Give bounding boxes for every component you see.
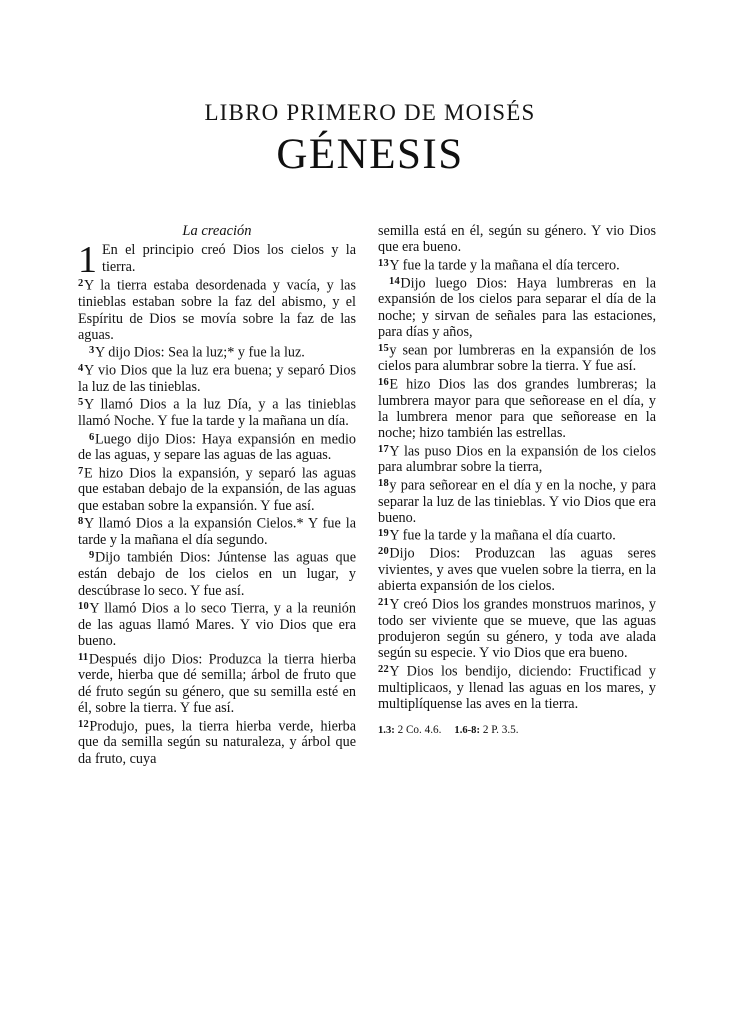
verse-15-number: 15: [378, 342, 389, 354]
verse-2-number: 2: [78, 278, 84, 290]
verse-11-number: 11: [78, 651, 89, 663]
right-column: [378, 223, 656, 767]
verse-10-text: Y llamó Dios a lo seco Tierra, y a la reunión de las aguas llamó Mares. Y vio Dios que era bueno.: [78, 600, 356, 650]
left-column: [78, 223, 356, 767]
verse-5-number: 5: [78, 397, 84, 409]
verse-6-number: 6: [89, 431, 95, 443]
verse-16: [378, 375, 656, 442]
verse-14: [378, 274, 656, 341]
verse-21-text: Y creó Dios los grandes monstruos marinos, y todo ser viviente que se mueve, que las aguas produjeron según su género, y toda ave alada según su especie. Y vio Dios que era bueno.: [378, 596, 656, 662]
footnote-2-text: 2 P. 3.5.: [482, 724, 519, 737]
verse-18-number: 18: [378, 477, 389, 489]
footnote-2-ref: 1.6-8:: [454, 725, 481, 737]
verse-12-continuation: [378, 223, 656, 256]
verse-21: [378, 595, 656, 662]
verse-8: [78, 514, 356, 548]
page-header: [78, 100, 662, 179]
footnote-2: [454, 724, 518, 736]
verse-9-text: Dijo también Dios: Júntense las aguas que están debajo de los cielos en un lugar, y descúbrase lo seco. Y fue así.: [78, 549, 356, 599]
verse-12-continuation-text: semilla está en él, según su género. Y vio Dios que era bueno.: [378, 223, 656, 256]
verse-20-text: Dijo Dios: Produzcan las aguas seres vivientes, y aves que vuelen sobre la tierra, en la abierta expansión de los cielos.: [378, 545, 656, 595]
verse-13-text: Y fue la tarde y la mañana el día tercero.: [389, 257, 620, 274]
verse-16-number: 16: [378, 376, 389, 388]
verse-16-text: E hizo Dios las dos grandes lumbreras; la lumbrera mayor para que señorease en el día, y la lumbrera menor para que señorease en la noche; hizo también las estrellas.: [378, 376, 656, 442]
verse-12: [78, 717, 356, 768]
verse-19-number: 19: [378, 528, 389, 540]
verse-10: [78, 599, 356, 650]
verse-7: [78, 464, 356, 515]
verse-14-number: 14: [389, 275, 400, 287]
verse-5-text: Y llamó Dios a la luz Día, y a las tinieblas llamó Noche. Y fue la tarde y la mañana un día.: [78, 396, 356, 430]
verse-18-text: y para señorear en el día y en la noche, y para separar la luz de las tinieblas. Y vio Dios que era bueno.: [378, 477, 656, 527]
verse-18: [378, 476, 656, 527]
verse-4-text: Y vio Dios que la luz era buena; y separó Dios la luz de las tinieblas.: [78, 362, 356, 395]
verse-2: [78, 276, 356, 343]
verse-9: [78, 548, 356, 599]
verse-19: [378, 526, 656, 544]
verse-12-number: 12: [78, 718, 89, 730]
verse-17-number: 17: [378, 443, 389, 455]
verse-15-text: y sean por lumbreras en la expansión de los cielos para alumbrar sobre la tierra. Y fue así.: [378, 341, 656, 375]
verse-11-text: Después dijo Dios: Produzca la tierra hierba verde, hierba que dé semilla; árbol de fruto que dé fruto según su género, que su semilla esté en él, sobre la tierra. Y fue así.: [78, 650, 356, 717]
verse-1-text: En el principio creó Dios los cielos y la tierra.: [102, 242, 356, 275]
verse-22-number: 22: [378, 663, 389, 675]
verse-9-number: 9: [89, 550, 95, 562]
verse-6-text: Luego dijo Dios: Haya expansión en medio de las aguas, y separe las aguas de las aguas.: [78, 430, 356, 464]
chapter-number-dropcap: 1: [78, 239, 97, 282]
book-superscript-title: LIBRO PRIMERO DE MOISÉS: [204, 100, 536, 125]
verse-3-text: Y dijo Dios: Sea la luz;* y fue la luz.: [94, 344, 305, 361]
verse-8-text: Y llamó Dios a la expansión Cielos.* Y fue la tarde y la mañana el día segundo.: [78, 515, 356, 549]
verse-5: [78, 395, 356, 429]
verse-7-number: 7: [78, 465, 84, 477]
verse-6: [78, 430, 356, 464]
verse-22: [378, 662, 656, 713]
footnote-1: [378, 724, 441, 736]
footnote-1-ref: 1.3:: [378, 725, 395, 737]
verse-13: [378, 256, 656, 274]
verse-17: [378, 442, 656, 476]
verse-3-number: 3: [89, 345, 95, 357]
verse-3: [78, 343, 356, 361]
verse-14-text: Dijo luego Dios: Haya lumbreras en la expansión de los cielos para separar el día de la noche; y sirvan de señales para las estaciones, para días y años,: [378, 274, 656, 341]
verse-4: [78, 361, 356, 395]
verse-20: [378, 544, 656, 595]
verse-11: [78, 650, 356, 717]
verse-22-text: Y Dios los bendijo, diciendo: Fructificad y multiplicaos, y llenad las aguas en los mares, y multiplíquense las aves en la tierra.: [378, 663, 656, 712]
chapter-opening: [78, 239, 356, 282]
footnotes: [378, 719, 656, 737]
section-heading: La creación: [182, 223, 252, 239]
verse-8-number: 8: [78, 516, 84, 528]
verse-7-text: E hizo Dios la expansión, y separó las aguas que estaban debajo de la expansión, de las aguas que estaban sobre la expansión. Y fue así.: [78, 465, 356, 514]
verse-19-text: Y fue la tarde y la mañana el día cuarto.: [389, 527, 616, 544]
footnote-1-text: 2 Co. 4.6.: [397, 724, 442, 737]
verse-2-text: Y la tierra estaba desordenada y vacía, y las tinieblas estaban sobre la faz del abismo, y el Espíritu de Dios se movía sobre la faz de las aguas.: [78, 277, 356, 343]
verse-20-number: 20: [378, 546, 389, 558]
verse-21-number: 21: [378, 596, 389, 608]
text-columns: [78, 223, 662, 767]
book-title: GÉNESIS: [276, 131, 464, 178]
verse-15: [378, 341, 656, 375]
verse-17-text: Y las puso Dios en la expansión de los cielos para alumbrar sobre la tierra,: [378, 443, 656, 476]
verse-4-number: 4: [78, 363, 84, 375]
verse-13-number: 13: [378, 257, 389, 269]
verse-12-text: Produjo, pues, la tierra hierba verde, hierba que da semilla según su naturaleza, y árbol que da fruto, cuya: [78, 717, 356, 767]
verse-10-number: 10: [78, 601, 89, 612]
verse-1: [78, 239, 356, 282]
